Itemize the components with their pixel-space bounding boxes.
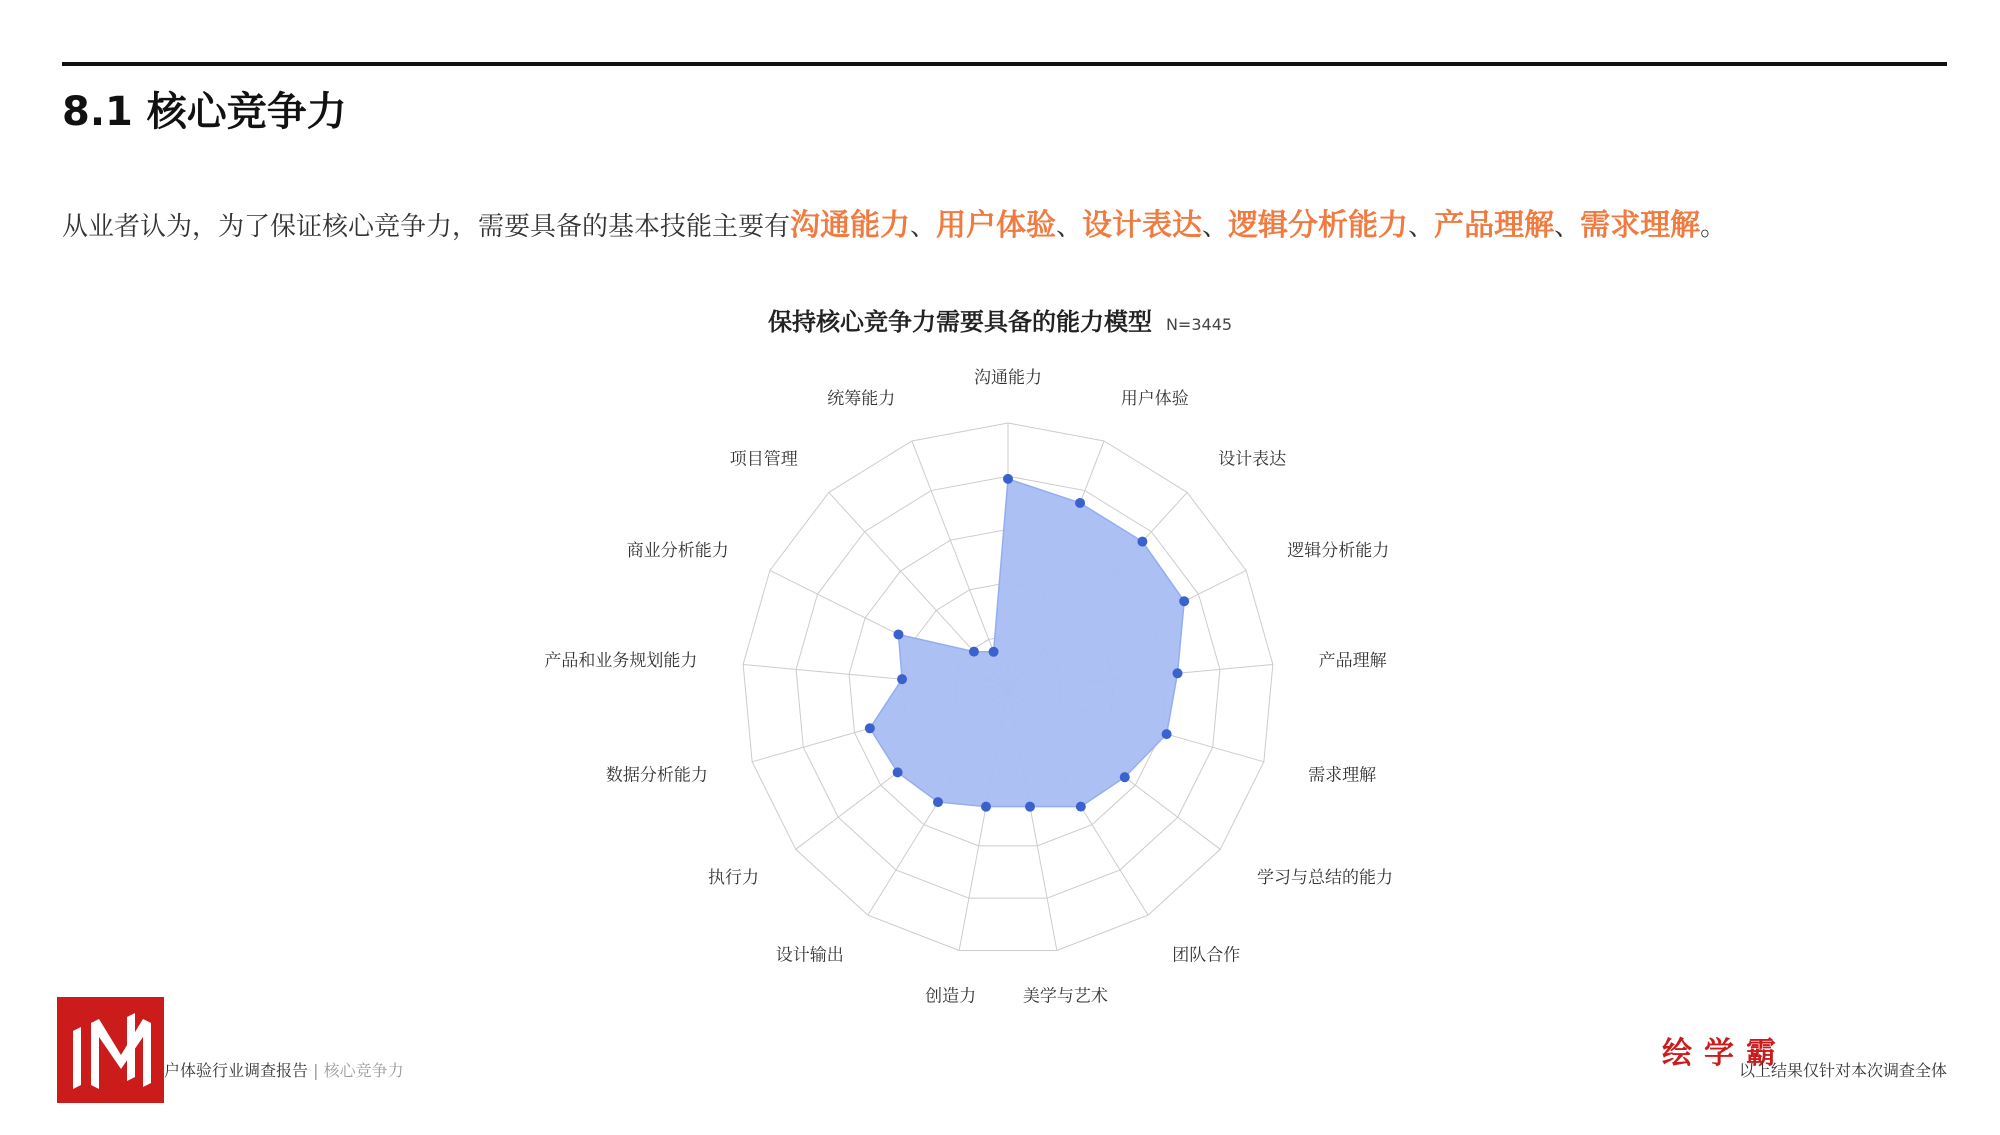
data-point	[893, 767, 903, 777]
summary-highlight: 设计表达	[1082, 208, 1203, 243]
summary-highlight: 用户体验	[936, 208, 1057, 243]
axis-label: 产品和业务规划能力	[544, 651, 698, 672]
summary-separator: 、	[1408, 212, 1435, 242]
data-area	[870, 479, 1184, 807]
data-point	[1120, 772, 1130, 782]
summary-separator: 、	[1554, 212, 1581, 242]
axis-label: 项目管理	[729, 449, 798, 470]
data-point	[1076, 802, 1086, 812]
axis-label: 数据分析能力	[605, 765, 708, 786]
data-point	[1025, 802, 1035, 812]
data-point	[1003, 474, 1013, 484]
axis-label: 创造力	[925, 986, 977, 1007]
axis-label: 设计表达	[1218, 449, 1287, 470]
axis-label: 逻辑分析能力	[1287, 540, 1390, 561]
axis-label: 团队合作	[1172, 945, 1241, 966]
summary-prefix: 从业者认为，为了保证核心竞争力，需要具备的基本技能主要有	[62, 212, 791, 242]
footer-report-title	[164, 1058, 404, 1081]
data-point	[1173, 668, 1183, 678]
summary-suffix: 。	[1700, 212, 1727, 242]
footer-report: 户体验行业调查报告	[164, 1061, 309, 1080]
brand-name: 绘学霸	[1662, 1036, 1788, 1071]
data-point	[969, 647, 979, 657]
data-point	[933, 797, 943, 807]
axis-label: 需求理解	[1308, 765, 1377, 786]
data-point	[1162, 729, 1172, 739]
data-point	[865, 723, 875, 733]
summary-highlight: 产品理解	[1434, 208, 1555, 243]
footer-separator: |	[313, 1061, 319, 1080]
axis-label: 执行力	[708, 868, 760, 889]
chart-title-text: 保持核心竞争力需要具备的能力模型	[767, 308, 1152, 336]
logo-mark	[57, 997, 164, 1103]
logo-icon	[57, 997, 164, 1103]
data-point	[893, 629, 903, 639]
axis-label: 商业分析能力	[626, 540, 729, 561]
summary-highlight: 需求理解	[1580, 208, 1701, 243]
summary-separator: 、	[1202, 212, 1229, 242]
axis-label: 统筹能力	[827, 389, 896, 410]
page-title: 8.1 核心竞争力	[62, 89, 347, 135]
axis-label: 学习与总结的能力	[1256, 868, 1393, 889]
data-point	[897, 674, 907, 684]
chart-sample-size: N=3445	[1165, 315, 1233, 334]
data-point	[1179, 596, 1189, 606]
axis-label: 美学与艺术	[1022, 986, 1108, 1007]
data-point	[981, 802, 991, 812]
axis-label: 用户体验	[1120, 389, 1189, 410]
summary-highlight: 逻辑分析能力	[1228, 208, 1409, 243]
axis-label: 产品理解	[1318, 651, 1387, 672]
data-point	[989, 647, 999, 657]
data-point	[1075, 498, 1085, 508]
summary-separator: 、	[910, 212, 937, 242]
axis-label: 设计输出	[775, 945, 844, 966]
footer-section: 核心竞争力	[323, 1061, 404, 1080]
data-point	[1137, 537, 1147, 547]
summary-separator: 、	[1056, 212, 1083, 242]
summary-highlight: 沟通能力	[790, 208, 911, 243]
axis-label: 沟通能力	[974, 368, 1042, 388]
footer-disclaimer: 以上结果仅针对本次调查全体	[1738, 1061, 1947, 1080]
